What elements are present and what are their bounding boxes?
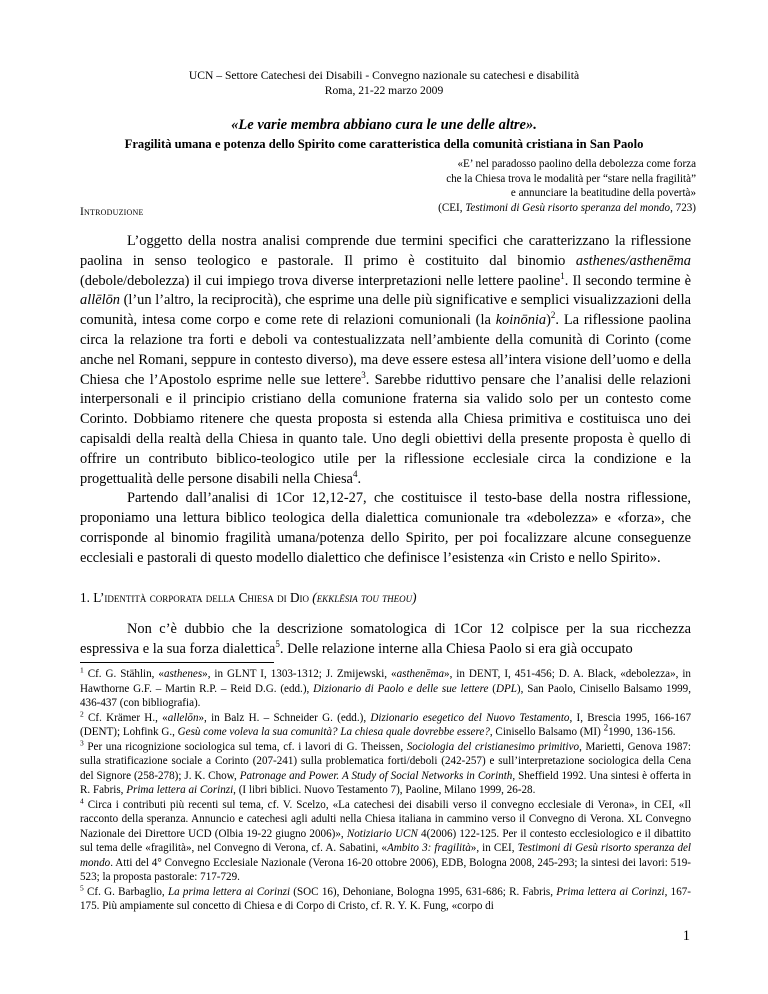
italic-run: Prima lettera ai Corinzi	[126, 784, 234, 796]
text-run: Per una ricognizione sociologica sul tema, cf. i lavori di G. Theissen,	[83, 740, 407, 753]
footnote-ref[interactable]: 5	[275, 639, 280, 649]
footnote-1	[80, 667, 691, 711]
page-header	[0, 68, 768, 98]
document-title	[0, 117, 768, 134]
footnote-ref[interactable]: 1	[560, 270, 565, 281]
text-run: . Delle relazione interne alla Chiesa Paolo si era già occupato	[279, 640, 633, 657]
text-run: Non c’è dubbio che la descrizione somatologica di 1Cor 12 colpisce per la sua ricchezza espressiva e la sua forza dialettica	[80, 621, 691, 657]
italic-run: Dizionario esegetico del Nuovo Testamento	[370, 711, 570, 724]
italic-run: asthenes	[163, 668, 203, 680]
section-number: 1.	[80, 590, 94, 605]
text-run: , Sheffield 1992. Una sintesi è offerta in R. Fabris,	[80, 769, 691, 796]
header-line-1: UCN – Settore Catechesi dei Disabili - Convegno nazionale su catechesi e disabilità	[188, 69, 580, 82]
epigraph-line-3: e annunciare la beatitudine della povertà»	[510, 187, 696, 199]
epigraph-citation	[176, 201, 696, 216]
text-run: », in DENT, I, 451-456; D. A. Black, «debolezza», in Hawthorne G.F. – Martin R.P. – Reid D.G. (edd.),	[80, 668, 691, 695]
footnote-separator	[80, 662, 274, 663]
text-run: », in GLNT I, 1303-1312; J. Zmijewski, «	[202, 668, 397, 680]
italic-term: allēlōn	[80, 292, 120, 309]
italic-run: Prima lettera ai Corinzi	[556, 885, 665, 898]
footnote-ref[interactable]: 4	[352, 468, 358, 479]
text-run: Circa i contributi più recenti sul tema, cf. V. Scelzo, «La catechesi dei disabili verso il convegno ecclesiale di Verona», in CEI, «Il racconto della speranza. Annuncio e catechesi agli adulti nella Chiesa italiana in cammino verso il Convegno di Verona. XL Convegno Nazionale dei Direttore UCD (Olbia 19-22 giugno 2006)»,	[80, 798, 691, 840]
italic-run: Sociologia del cristianesimo primitivo	[406, 740, 580, 753]
text-run: ), San Paolo, Cinisello Balsamo 1999, 436-437 (con bibliografia).	[80, 682, 691, 709]
citation-suffix: , 723)	[670, 201, 696, 214]
citation-work: Testimoni di Gesù risorto speranza del mondo	[465, 201, 671, 214]
footnote-4	[80, 795, 692, 885]
text-run: (	[488, 682, 496, 695]
footnote-ref[interactable]: 3	[361, 369, 366, 380]
text-run: (l’un l’altro, la reciprocità), che esprime una delle più significative e semplici visualizzazioni della comunità, intesa come corpo e come rete di relazioni comunionali (la	[80, 292, 691, 329]
text-run: , Marietti, Genova 1987: sulla stratificazione sociale a Corinto (207-241) sulla problematica forti/deboli (242-257) e sull’interpretazione sociologica della Cena del Signore (258-278); J. K. Chow,	[80, 740, 691, 782]
footnote-5	[80, 882, 691, 914]
text-run: .	[357, 470, 362, 487]
footnote-2	[80, 708, 691, 740]
italic-term: koinōnia	[495, 312, 547, 329]
italic-run: DPL	[495, 682, 517, 695]
text-run: 1990, 136-156.	[608, 726, 676, 738]
footnote-number: 3	[80, 737, 84, 747]
italic-term: asthenes/asthenēma	[575, 252, 691, 269]
text-run: L’oggetto della nostra analisi comprende due termini specifici che caratterizzano la riflessione paolina in senso teologico e pastorale. Il primo è costituito dal binomio	[80, 233, 691, 269]
italic-run: Notiziario UCN	[346, 827, 418, 840]
section-title: L’identità corporata della Chiesa di Dio	[93, 590, 309, 605]
italic-run: Dizionario di Paolo e delle sue lettere	[313, 682, 489, 695]
text-run: », in CEI,	[470, 842, 518, 854]
text-run: Cf. G. Barbaglio,	[83, 885, 168, 898]
italic-run: asthenēma	[396, 668, 445, 680]
section-heading	[80, 590, 417, 606]
section-greek-term: (ekklēsia tou theou)	[312, 590, 417, 605]
epigraph-line-2: che la Chiesa trova le modalità per “stare nella fragilità”	[446, 172, 696, 185]
title-text: «Le varie membra abbiano cura le une delle altre».	[231, 117, 537, 133]
page-number: 1	[682, 928, 690, 944]
footnotes	[80, 667, 691, 914]
footnote-number: 4	[80, 795, 84, 805]
header-line-2: Roma, 21-22 marzo 2009	[324, 84, 444, 97]
footnote-ref[interactable]: 2	[550, 310, 556, 321]
italic-run: Ambito 3: fragilità	[386, 842, 471, 854]
text-run: Cf. G. Stählin, «	[83, 668, 164, 680]
text-run: , Cinisello Balsamo (MI)	[489, 726, 604, 738]
paragraph-1	[80, 232, 691, 489]
footnote-number: 2	[80, 708, 84, 718]
text-run: . Atti del 4° Convegno Ecclesiale Nazionale (Verona 16-20 ottobre 2006), EDB, Bologna 2008, 245-293; la sintesi dei lavori: 519-523; la proposta pastorale: 717-729.	[80, 856, 691, 883]
footnote-number: 1	[80, 665, 84, 675]
text-run: 4(2006) 122-125. Per il contesto ecclesiologico e il dibattito sul tema delle «fragilità», nel Convegno di Verona, cf. A. Sabatini, «	[80, 827, 691, 854]
text-run: , I, Brescia 1995, 166-167 (DENT); Lohfink G.,	[80, 711, 691, 738]
footnote-3	[80, 737, 691, 798]
paragraph-2: Partendo dall’analisi di 1Cor 12,12-27, che costituisce il testo-base della nostra riflessione, proponiamo una lettura biblico teologica della dialettica comunionale tra «debolezza» e «forza», che corrisponde al binomio fragilità umana/potenza dello Spirito, per poi focalizzare alcune conseguenze ecclesiali e pastorali di questo modello dialettico che definisce l’esistenza «in Cristo e nello Spirito».	[80, 490, 691, 566]
italic-run: Testimoni di Gesù risorto speranza del mondo	[80, 842, 692, 869]
text-run: , (I libri biblici. Nuovo Testamento 7), Paoline, Milano 1999, 26-28.	[233, 784, 536, 796]
footnote-number: 5	[80, 882, 84, 892]
body-text	[80, 232, 691, 569]
edition-number: 2	[603, 722, 609, 733]
text-run: . La riflessione paolina circa la relazione tra forti e deboli va contestualizzata nell’ambiente della comunità di Corinto (come anche nel Romani, seppure in contesto diverso), ma deve essere estesa all’intera visione dell’uomo e della Chiesa che l’Apostolo esprime nelle sue lettere	[80, 312, 692, 388]
citation-prefix: (CEI,	[438, 201, 466, 214]
text-run: )	[546, 312, 551, 329]
text-run: . Il secondo termine è	[564, 272, 691, 289]
intro-heading: Introduzione	[80, 205, 144, 218]
text-run: . Sarebbe riduttivo pensare che l’analisi delle relazioni interpersonali e il principio cristiano della comunione fraterna sia valido solo per un contesto come Corinto. Dobbiamo ritenere che questa proposta si estenda alla Chiesa primitiva e costituisca uno dei capisaldi della realtà della Chiesa in quanto tale. Uno degli obiettivi della presente proposta è quello di offrire un contributo biblico-teologico utile per la riflessione ecclesiale circa la condizione e la progettualità delle persone disabili nella Chiesa	[80, 371, 691, 487]
italic-run: Gesù come voleva la sua comunità? La chiesa quale dovrebbe essere?	[177, 726, 490, 738]
epigraph-line-1: «E’ nel paradosso paolino della debolezza come forza	[457, 158, 696, 170]
epigraph	[176, 157, 696, 215]
text-run: Cf. Krämer H., «	[83, 711, 168, 724]
text-run: (debole/debolezza) il cui impiego trova diverse interpretazioni nelle lettere paoline	[80, 272, 561, 289]
italic-run: Patronage and Power. A Study of Social Networks in Corinth	[239, 769, 513, 782]
document-subtitle: Fragilità umana e potenza dello Spirito come caratteristica della comunità cristiana in San Paolo	[124, 137, 644, 151]
section-body	[80, 620, 691, 660]
italic-run: La prima lettera ai Corinzi	[167, 885, 291, 898]
section-paragraph	[80, 620, 691, 660]
text-run: , 167-175. Più ampiamente sul concetto di Chiesa e di Corpo di Cristo, cf. R. Y. K. Fung, «corpo di	[80, 885, 691, 912]
text-run: (SOC 16), Dehoniane, Bologna 1995, 631-686; R. Fabris,	[290, 885, 557, 898]
italic-run: allelōn	[167, 711, 199, 724]
text-run: », in Balz H. – Schneider G. (edd.),	[198, 711, 371, 724]
